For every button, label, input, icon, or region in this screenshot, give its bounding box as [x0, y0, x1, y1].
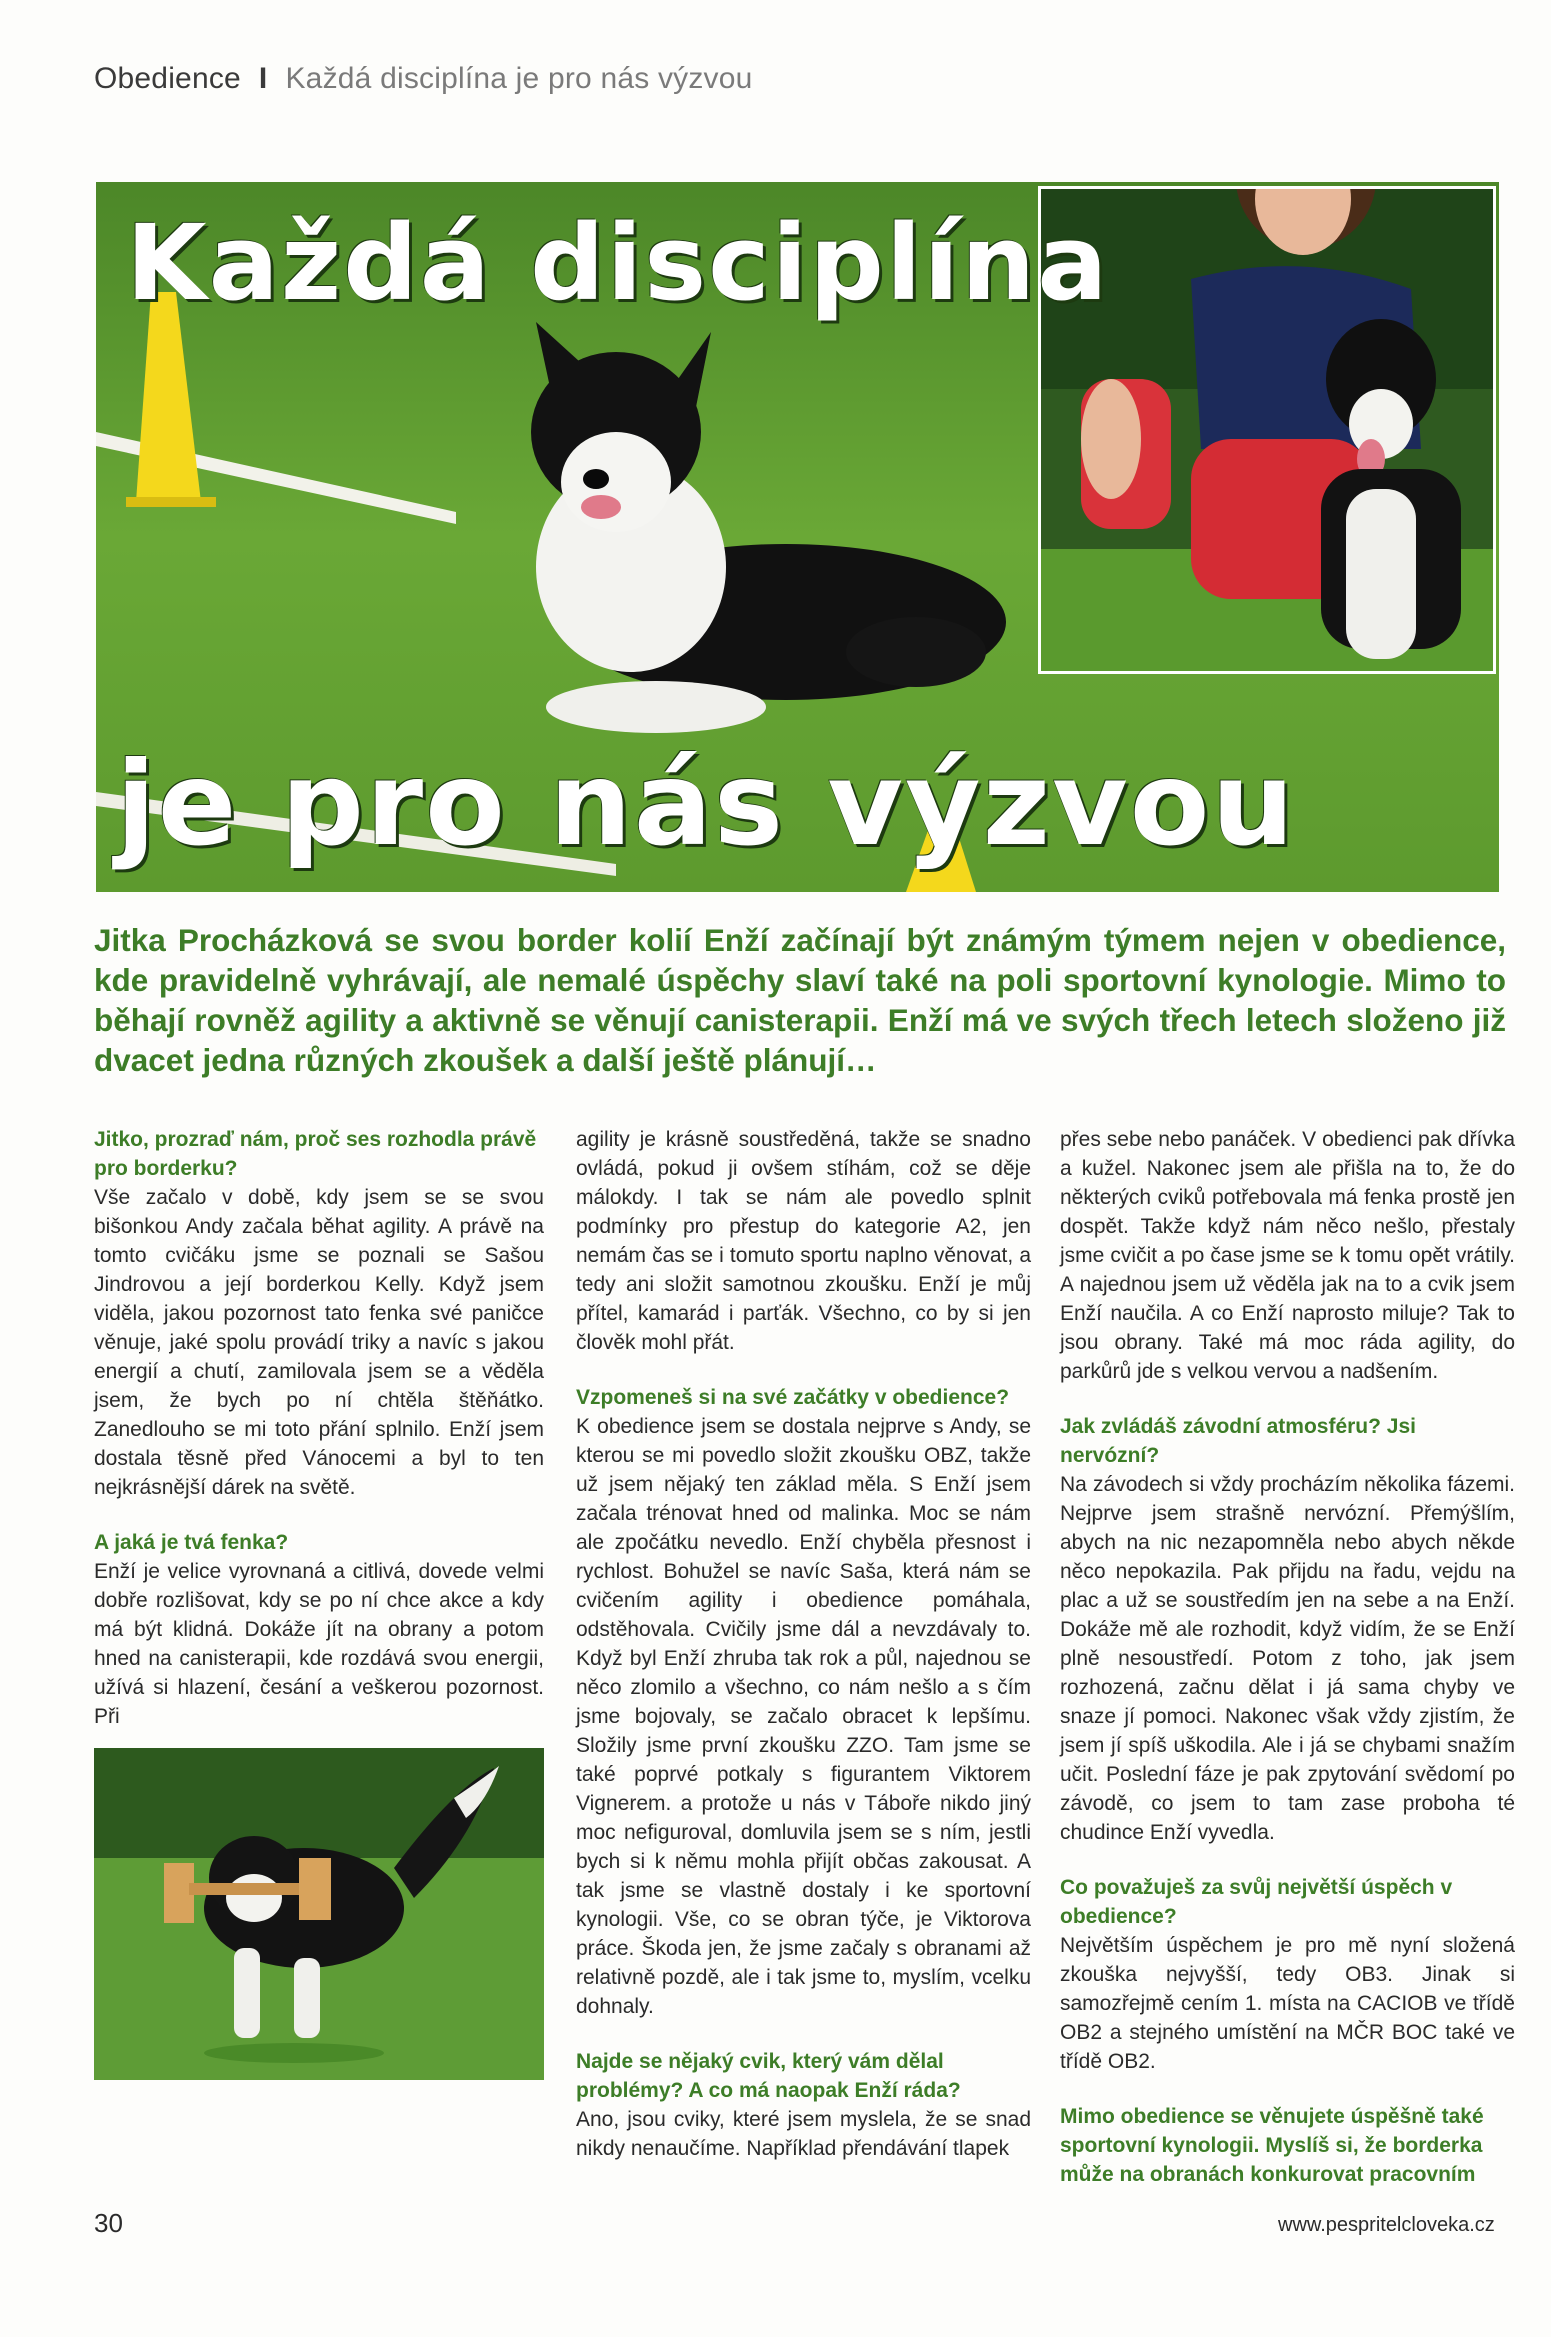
answer-paragraph: Enží je velice vyrovnaná a citlivá, dovede velmi dobře rozlišovat, kdy se po ní chce akce a kdy má být klidná. Dokáže jít na obrany a potom hned na canisterapii, kde rozdává svou energii, užívá si hlazení, česání a veškerou pozornost. Při	[94, 1560, 544, 1728]
answer-paragraph: Na závodech si vždy procházím několika fázemi. Nejprve jsem strašně nervózní. Přemýšlím, abych na nic nezapomněla nebo abych někde něco nepokazila. Pak přijdu na řadu, vejdu na plac a už se soustředím jen na sebe a na Enží. Dokáže mě ale rozhodit, když vidím, že se Enží plně nesoustředí. Potom z toho, jak jsem rozhozená, začnu dělat i já sama chyby ve snaze jí pomoci. Nakonec však vždy zjistím, že jsem jí spíš uškodila. Ale i já se chybami snažím učit. Poslední fáze je pak zpytování svědomí po závodě, co jsem to tam zase proboha té chudince Enží vyvedla.	[1060, 1473, 1515, 1844]
question-heading: Jak zvládáš závodní atmosféru? Jsi nervózní?	[1060, 1415, 1416, 1467]
text-column-3	[1060, 1125, 1515, 2189]
running-title: Každá disciplína je pro nás výzvou	[285, 62, 753, 95]
question-heading: Co považuješ za svůj největší úspěch v obedience?	[1060, 1876, 1453, 1928]
answer-paragraph: přes sebe nebo panáček. V obedienci pak dřívka a kužel. Nakonec jsem ale přišla na to, že do některých cviků potřebovala má fenka prostě jen dospět. Takže když nám něco nešlo, přestaly jsme cvičit a po čase jsme se k tomu opět vrátily. A najednou jsem už věděla jak na to a cvik jsem Enží naučila. A co Enží naprosto miluje? Tak to jsou obrany. Také má moc ráda agility, do parkůrů jde s velkou vervou a nadšením.	[1060, 1128, 1515, 1383]
header-separator: I	[258, 62, 268, 95]
answer-paragraph: K obedience jsem se dostala nejprve s Andy, se kterou se mi povedlo složit zkoušku OBZ, takže už jsem nějaký ten základ měla. S Enží jsem začala trénovat hned od malinka. Moc se nám ale zpočátku nevedlo. Enží chyběla přesnost i rychlost. Bohužel se navíc Saša, která nám se cvičením agility i obedience pomáhala, odstěhovala. Cvičily jsme dál a nevzdávaly to. Když byl Enží zhruba tak rok a půl, najednou se něco zlomilo a všechno, co nám nešlo a s čím jsme bojovaly, se začalo obracet k lepšímu. Složily jsme první zkoušku ZZO. Tam jsme se také poprvé potkaly s figurantem Viktorem Vignerem. a protože u nás v Táboře nikdo jiný moc nefiguroval, domluvila jsem se s ním, jestli bych si k němu mohla přijít občas zakousat. A tak jsme se vlastně dostaly i ke sportovní kynologii. Vše, co se obran týče, je Viktorova práce. Škoda jen, že jsme začaly s obranami až relativně pozdě, ale i tak jsme to, myslím, vcelku dohnaly.	[576, 1415, 1031, 2018]
photo2-scene	[94, 1748, 544, 2080]
question-heading: Mimo obedience se věnujete úspěšně také sportovní kynologii. Myslíš si, že borderka může na obranách konkurovat pracovním	[1060, 2105, 1484, 2186]
running-header	[94, 62, 753, 96]
photo-dog-retrieving-dumbbell	[94, 1748, 544, 2080]
question-heading: A jaká je tvá fenka?	[94, 1531, 289, 1554]
section-name: Obedience	[94, 62, 241, 95]
answer-paragraph: Ano, jsou cviky, které jsem myslela, že se snad nikdy nenaučíme. Například přendávání tlapek	[576, 2108, 1031, 2160]
page-number: 30	[94, 2208, 123, 2238]
hero-title-line2: je pro nás výzvou	[116, 737, 1297, 872]
lead-paragraph: Jitka Procházková se svou border kolií Enží začínají být známým týmem nejen v obedience, kde pravidelně vyhrávají, ale nemalé úspěchy slaví také na poli sportovní kynologie. Mimo to běhají rovněž agility a aktivně se věnují canisterapii. Enží má ve svých třech letech složeno již dvacet jedna různých zkoušek a další ještě plánují…	[94, 922, 1506, 1078]
answer-paragraph: agility je krásně soustředěná, takže se snadno ovládá, pokud ji ovšem stíhám, což se děje málokdy. I tak se nám ale povedlo splnit podmínky pro přestup do kategorie A2, jen nemám čas se i tomuto sportu naplno věnovat, a tedy ani složit samotnou zkoušku. Enží je můj přítel, kamarád i parťák. Všechno, co by si jen člověk mohl přát.	[576, 1128, 1031, 1354]
answer-paragraph: Vše začalo v době, kdy jsem se se svou bišonkou Andy začala běhat agility. A právě na tomto cvičáku jsme se poznali se Sašou Jindrovou a její borderkou Kelly. Když jsem viděla, jakou pozornost tato fenka své paničce věnuje, jaké spolu provádí triky a navíc s jakou energií a chutí, zamilovala jsem se a věděla jsem, že bych po ní chtěla štěňátko. Zanedlouho se mi toto přání splnilo. Enží jsem dostala těsně před Vánocemi a byl to ten nejkrásnější dárek na světě.	[94, 1186, 544, 1499]
hero-title-line1: Každá disciplína	[126, 202, 1110, 324]
text-column-2	[576, 1125, 1031, 2163]
answer-paragraph: Největším úspěchem je pro mě nyní složená zkouška nejvyšší, tedy OB3. Jinak si samozřejmě cením 1. místa na CACIOB ve třídě OB2 a stejného umístění na MČR BOC také ve třídě OB2.	[1060, 1934, 1515, 2073]
text-column-1	[94, 1125, 544, 1731]
question-heading: Najde se nějaký cvik, který vám dělal problémy? A co má naopak Enží ráda?	[576, 2050, 961, 2102]
website-link[interactable]: www.pespritelcloveka.cz	[1278, 2214, 1495, 2236]
question-heading: Vzpomeneš si na své začátky v obedience?	[576, 1386, 1010, 1409]
question-heading: Jitko, prozraď nám, proč ses rozhodla právě pro borderku?	[94, 1128, 537, 1180]
hero-photo	[96, 182, 1499, 892]
